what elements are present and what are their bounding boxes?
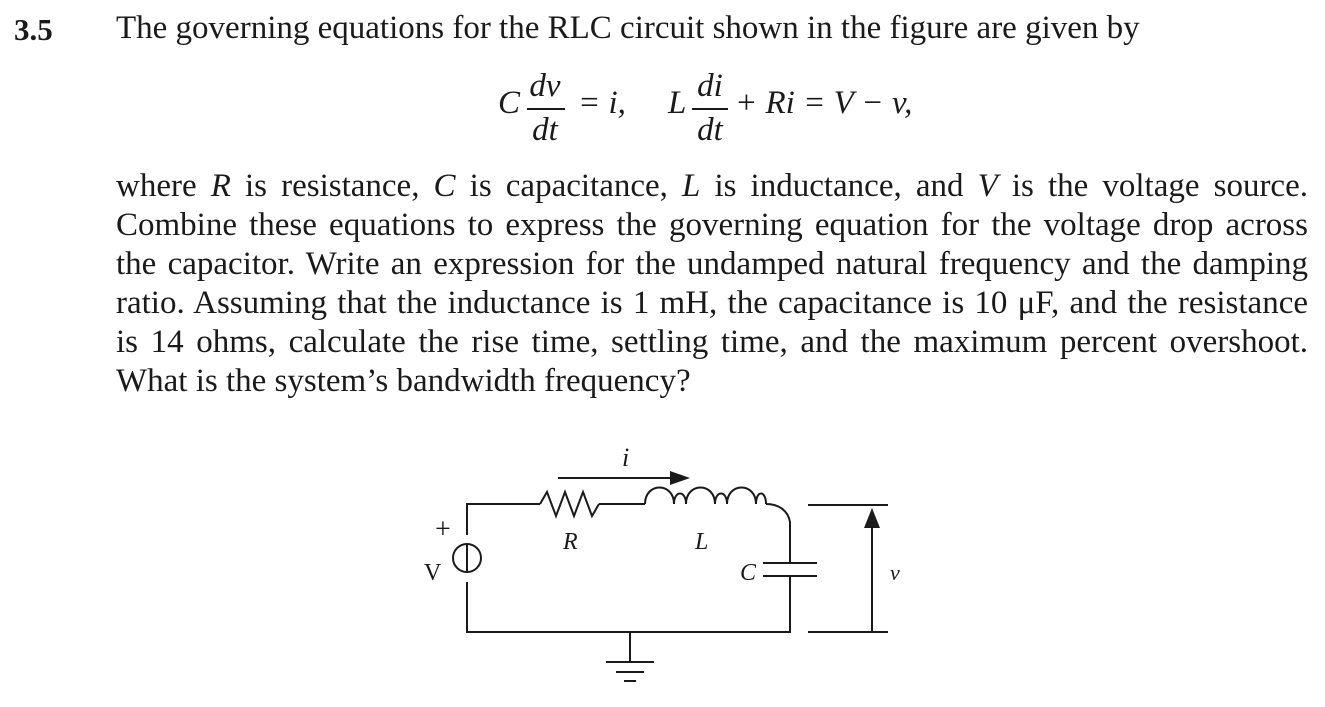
para-symbol-v: V	[977, 168, 998, 204]
para-symbol-r: R	[210, 168, 231, 204]
para-text-2: is resistance,	[230, 168, 434, 204]
problem-intro: The governing equations for the RLC circuit shown in the figure are given by	[116, 10, 1140, 46]
resistor-zigzag	[540, 492, 599, 516]
eq1-coefficient: C	[498, 85, 521, 121]
eq1-rhs: = i,	[578, 85, 626, 121]
problem-paragraph	[116, 167, 1308, 401]
eq2-rhs: + Ri = V − v,	[735, 85, 913, 121]
eq1-numerator: dv	[529, 68, 561, 104]
rlc-circuit-diagram	[0, 430, 1325, 707]
current-label: i	[622, 443, 630, 472]
para-symbol-c: C	[433, 168, 456, 204]
inductor-label: L	[695, 529, 709, 555]
eq2-coefficient: L	[668, 85, 687, 121]
plus-label: +	[435, 514, 451, 545]
governing-equations	[0, 68, 1325, 158]
capacitor-label: C	[740, 560, 757, 586]
para-text-1: where	[116, 168, 211, 204]
source-label: V	[424, 560, 442, 586]
wire-top-left	[467, 504, 540, 535]
voltage-label: v	[890, 560, 900, 585]
eq2-denominator: dt	[697, 112, 723, 148]
eq2-numerator: di	[697, 68, 723, 104]
bracket-arrow-head	[864, 508, 880, 528]
inductor-coil	[645, 488, 766, 505]
para-symbol-l: L	[681, 168, 701, 204]
wire-right-side	[766, 504, 790, 563]
eq1-denominator: dt	[532, 112, 558, 148]
current-arrow-head	[670, 471, 690, 485]
eq2-fraction-bar	[692, 108, 728, 110]
problem-number: 3.5	[14, 12, 53, 47]
para-text-3: is capacitance,	[455, 168, 682, 204]
para-text-4: is inductance, and	[700, 168, 978, 204]
eq1-fraction-bar	[527, 108, 565, 110]
para-text-5: is the voltage source. Combine these equations to express the governing equation for the voltage drop across the capacitor. Write an expression for the undamped natural frequency and the damping ratio. Assuming that the inductance is 1 mH, the capacitance is 10 μF, and the resistance is 14 ohms, calculate the rise time, settling time, and the maximum percent overshoot. What is the system’s bandwidth frequency?	[116, 168, 1308, 399]
resistor-label: R	[563, 529, 578, 555]
